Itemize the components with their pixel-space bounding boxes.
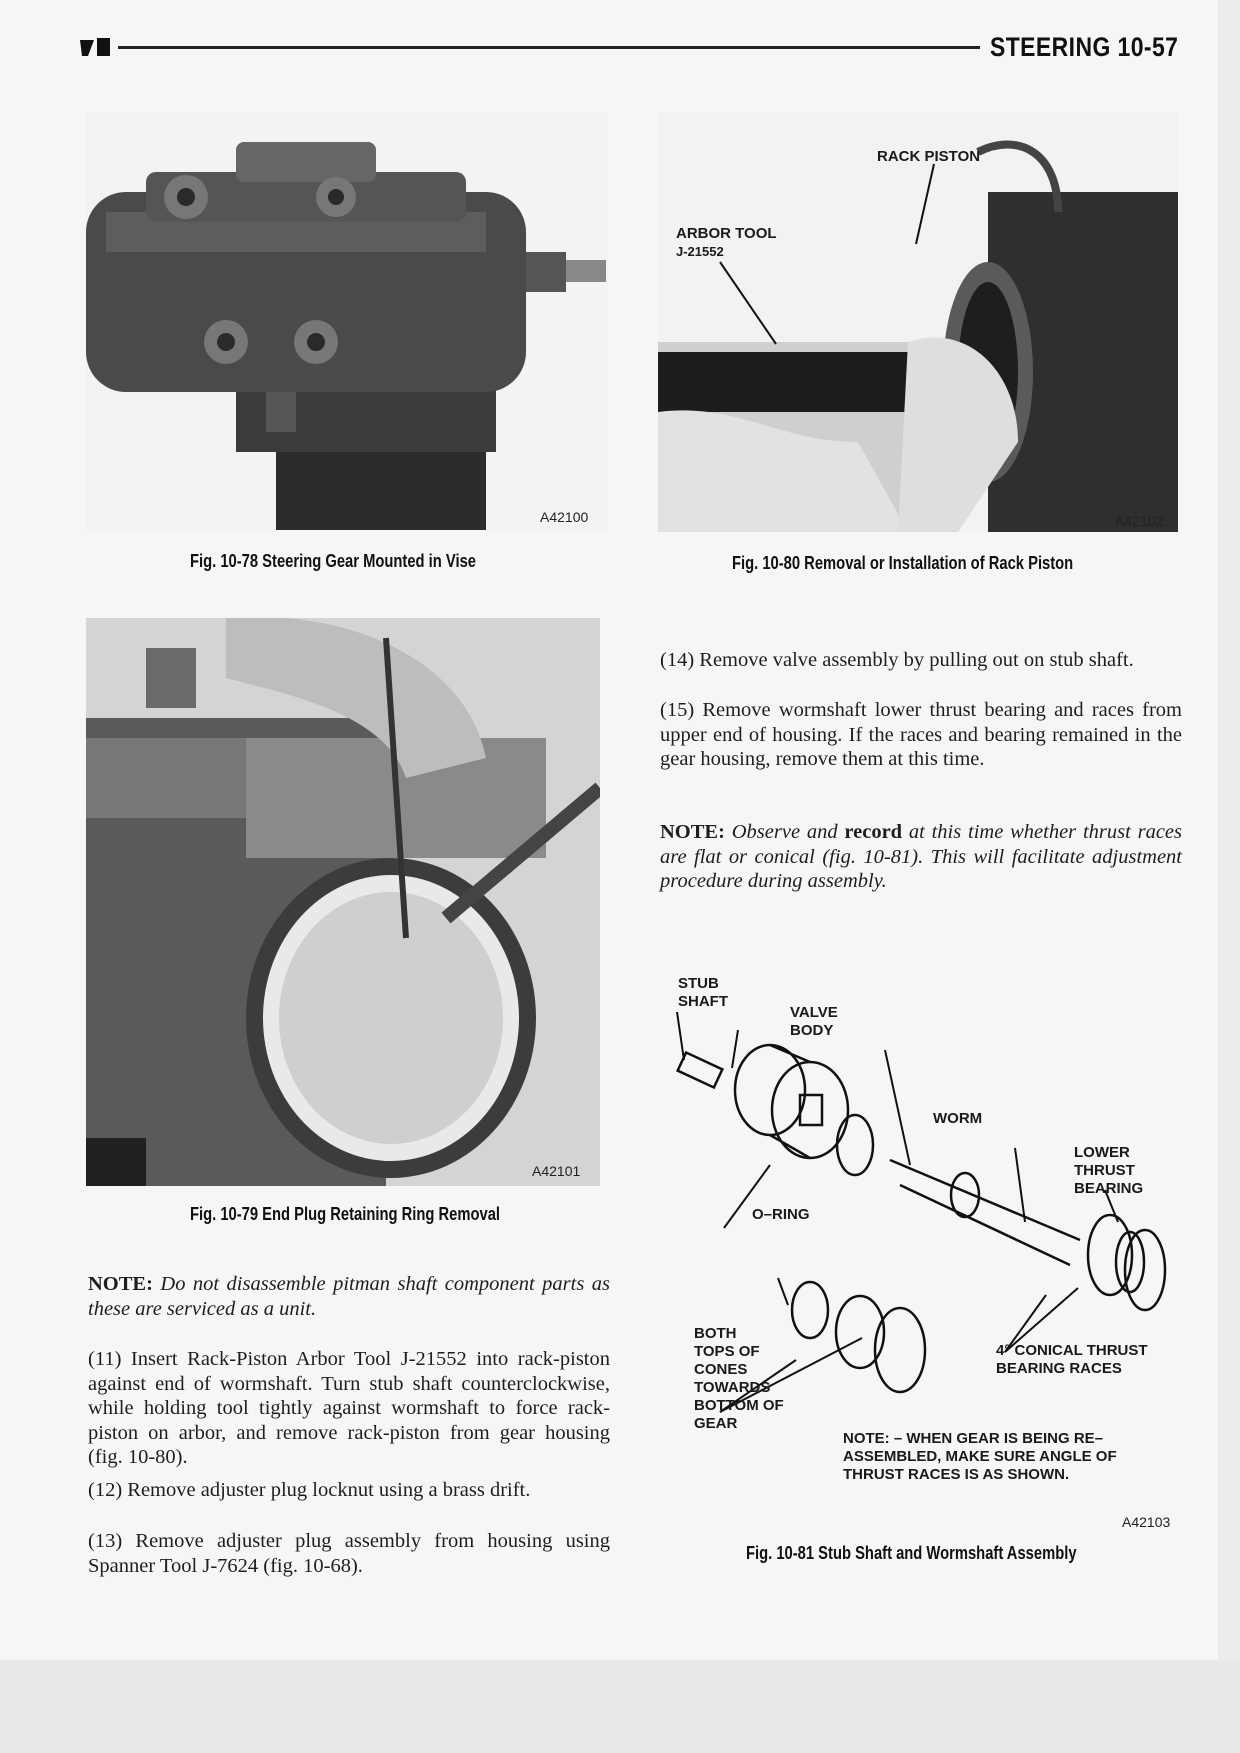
- step-14: (14) Remove valve assembly by pulling out on stub shaft.: [660, 649, 1134, 671]
- figure-caption: Fig. 10-80 Removal or Installation of Rack Piston: [732, 553, 1074, 573]
- end-plug-photo: [86, 618, 600, 1186]
- figure-caption: Fig. 10-78 Steering Gear Mounted in Vise: [190, 551, 476, 571]
- callout-line: TOPS OF: [694, 1343, 760, 1360]
- note-label: NOTE:: [88, 1273, 153, 1295]
- callout-line: CONES: [694, 1361, 748, 1378]
- callout-arbor-tool-number: J-21552: [676, 244, 724, 259]
- note-text: Observe and: [731, 821, 838, 843]
- figure-id: A42100: [540, 509, 589, 525]
- header-rule: [118, 46, 980, 49]
- note-thrust-races: [660, 820, 1182, 894]
- figure-caption: Fig. 10-81 Stub Shaft and Wormshaft Assembly: [746, 1543, 1077, 1563]
- callout-line: BOTTOM OF: [694, 1397, 784, 1414]
- callout-line: TOWARDS: [694, 1379, 771, 1396]
- figure-end-plug-ring: [86, 618, 600, 1186]
- callout-line: ASSEMBLED, MAKE SURE ANGLE OF: [843, 1448, 1117, 1465]
- callout-rack-piston: RACK PISTON: [877, 148, 981, 165]
- callout-arbor-tool: ARBOR TOOL: [676, 225, 777, 242]
- scan-margin: [0, 1660, 1240, 1753]
- callout-stub-shaft: [678, 975, 728, 1011]
- note-emphasis: record: [844, 821, 903, 843]
- callout-line: LOWER: [1074, 1144, 1130, 1161]
- callout-line: THRUST RACES IS AS SHOWN.: [843, 1466, 1070, 1483]
- step-13: (13) Remove adjuster plug assembly from housing using Spanner Tool J-7624 (fig. 10-68).: [88, 1530, 610, 1577]
- callout-line: BEARING RACES: [996, 1360, 1122, 1377]
- callout-line: BOTH: [694, 1325, 737, 1342]
- step-12: (12) Remove adjuster plug locknut using a brass drift.: [88, 1479, 531, 1501]
- callout-valve-body: [790, 1004, 838, 1040]
- note-label: NOTE:: [660, 821, 725, 843]
- callout-cones: [694, 1325, 784, 1433]
- callout-lower-thrust-bearing: [1074, 1144, 1143, 1198]
- note-text: Do not disassemble pitman shaft component parts as these are serviced as a unit.: [88, 1273, 611, 1320]
- callout-o-ring: O–RING: [752, 1206, 810, 1223]
- callout-line: BEARING: [1074, 1180, 1144, 1197]
- callout-line: STUB: [678, 975, 719, 992]
- callout-line: NOTE: – WHEN GEAR IS BEING RE–: [843, 1430, 1104, 1447]
- note-text: at this time whether thrust races are flat or conical (fig. 10-81). This will facilitate adjustment procedure during assembly.: [660, 821, 1183, 892]
- leader-lines-fig80: [658, 112, 1178, 532]
- callout-line: BODY: [790, 1022, 834, 1039]
- callout-worm: WORM: [933, 1110, 983, 1127]
- callout-line: VALVE: [790, 1004, 838, 1021]
- callout-line: SHAFT: [678, 993, 728, 1010]
- logo-mark-icon: [80, 36, 112, 58]
- figure-id: A42101: [532, 1163, 581, 1179]
- figure-id: A42102: [1115, 513, 1164, 529]
- figure-caption: Fig. 10-79 End Plug Retaining Ring Removal: [190, 1204, 501, 1224]
- step-15: (15) Remove wormshaft lower thrust bearing and races from upper end of housing. If the races and bearing remained in the gear housing, remove them at this time.: [660, 699, 1182, 770]
- callout-line: THRUST: [1074, 1162, 1135, 1179]
- callout-assembly-note: [843, 1430, 1117, 1484]
- page-title: STEERING 10-57: [990, 32, 1179, 62]
- figure-steering-gear-in-vise: [86, 112, 608, 530]
- callout-conical-races: [996, 1342, 1148, 1378]
- callout-line: GEAR: [694, 1415, 738, 1432]
- figure-id: A42103: [1122, 1514, 1171, 1530]
- note-pitman-shaft: [88, 1272, 610, 1321]
- step-11: (11) Insert Rack-Piston Arbor Tool J-21552 into rack-piston against end of wormshaft. Turn stub shaft counterclockwise, while holding tool tightly against wormshaft to force rack-piston on arbor, and remove rack-piston from gear housing (fig. 10-80).: [88, 1348, 610, 1468]
- callout-line: 4° CONICAL THRUST: [996, 1342, 1148, 1359]
- steering-gear-photo: [86, 112, 608, 530]
